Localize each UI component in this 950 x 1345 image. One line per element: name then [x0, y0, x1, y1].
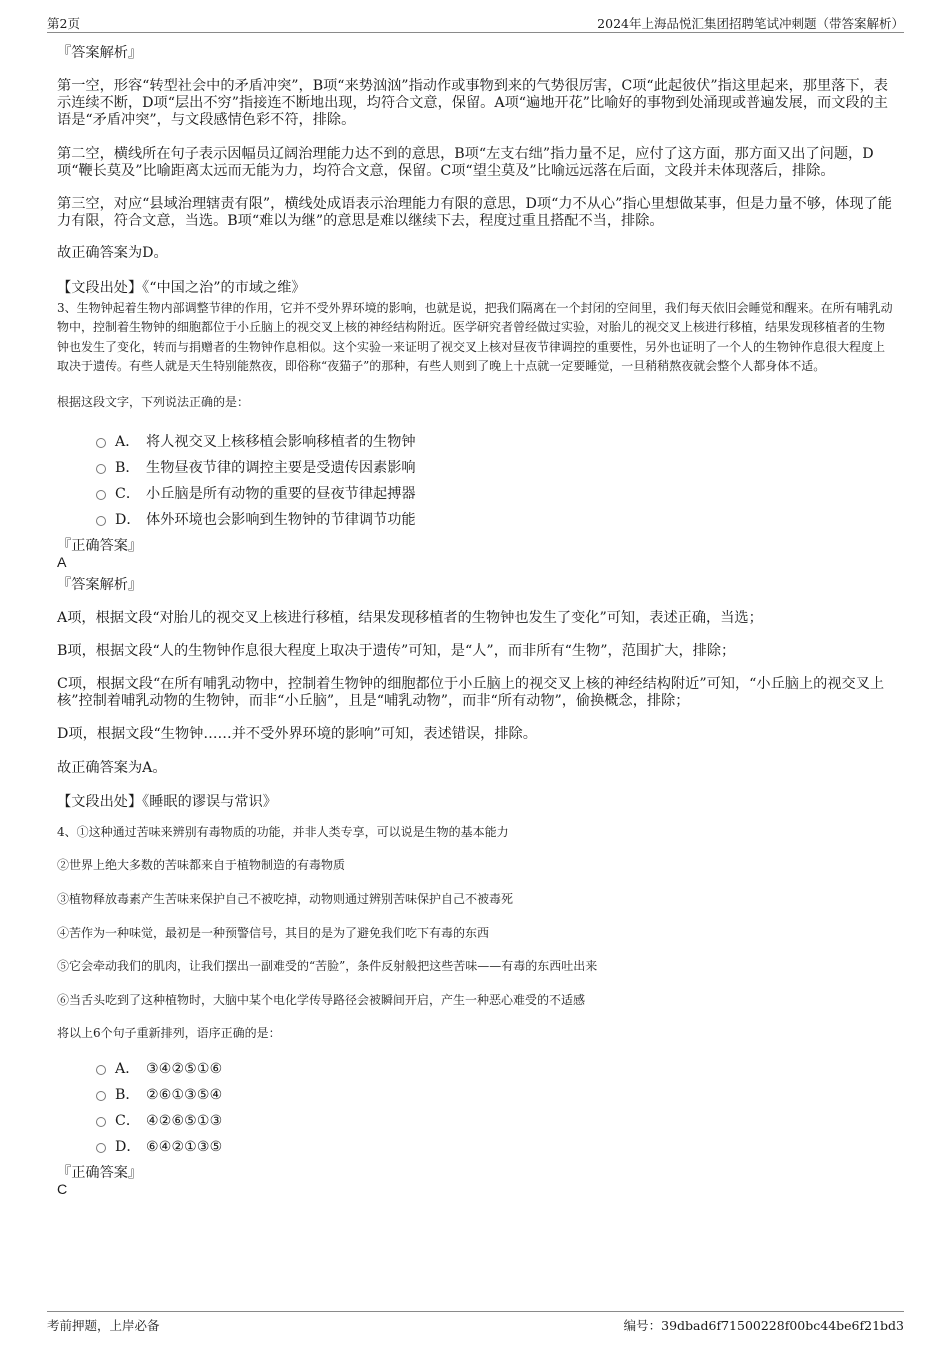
option-c[interactable]: C． 小丘脑是所有动物的重要的昼夜节律起搏器 [57, 481, 893, 507]
option-list [57, 1056, 893, 1160]
option-c[interactable]: C． ④②⑥⑤①③ [57, 1108, 893, 1134]
footer-slogan: 考前押题，上岸必备 [47, 1318, 160, 1333]
correct-answer-tag: 『正确答案』 [57, 1164, 143, 1181]
radio-button[interactable] [96, 1065, 106, 1075]
sentence-item: 4、①这种通过苦味来辨别有毒物质的功能，并非人类专享，可以说是生物的基本能力 [57, 824, 509, 839]
radio-button[interactable] [96, 464, 106, 474]
radio-button[interactable] [96, 1091, 106, 1101]
analysis-paragraph: D项，根据文段“生物钟……并不受外界环境的影响”可知，表述错误，排除。 [57, 726, 537, 743]
analysis-paragraph: 第二空，横线所在句子表示因幅员辽阔治理能力达不到的意思，B项“左支右绌”指力量不足，应付了这方面，那方面又出了问题，D项“鞭长莫及”比喻距离太远而无能为力，均符合文意，保留。C项“望尘莫及”比喻远远落在后面，文段并未体现落后，排除。 [57, 145, 874, 179]
analysis-paragraph: 第三空，对应“县域治理辖责有限”，横线处成语表示治理能力有限的意思，D项“力不从心”指心里想做某事，但是力量不够，体现了能力有限，符合文意，当选。B项“难以为继”的意思是难以继续下去，程度过重且搭配不当，排除。 [57, 196, 892, 230]
analysis-paragraph: B项，根据文段“人的生物钟作息很大程度上取决于遗传”可知，是“人”，而非所有“生物”，范围扩大，排除； [57, 642, 736, 659]
analysis-paragraph: A项，根据文段“对胎儿的视交叉上核进行移植，结果发现移植者的生物钟也发生了变化”可知，表述正确，当选； [57, 609, 763, 626]
analysis-paragraph: C项，根据文段“在所有哺乳动物中，控制着生物钟的细胞都位于小丘脑上的视交叉上核的神经结构附近”可知，“小丘脑上的视交叉上核”控制着哺乳动物的生物钟，而非“小丘脑”，且是“哺乳动物”，而非“所有动物”，偷换概念，排除； [57, 676, 885, 710]
document-code: 编号：39dbad6f71500228f00bc44be6f21bd3 [623, 1318, 904, 1333]
option-b[interactable]: B． 生物昼夜节律的调控主要是受遗传因素影响 [57, 455, 893, 481]
source-citation: 【文段出处】《“中国之治”的市域之维》 [57, 279, 306, 296]
correct-answer: C [57, 1181, 68, 1198]
option-a[interactable]: A． 将人视交叉上核移植会影响移植者的生物钟 [57, 429, 893, 455]
page-content [57, 44, 893, 1199]
question-prompt: 将以上6个句子重新排列，语序正确的是： [57, 1026, 281, 1041]
question-stem: 3、生物钟起着生物内部调整节律的作用，它并不受外界环境的影响，也就是说，把我们隔离在一个封闭的空间里，我们每天依旧会睡觉和醒来。在所有哺乳动物中，控制着生物钟的细胞都位于小丘脑上的视交叉上核的神经结构附近。医学研究者曾经做过实验，对胎儿的视交叉上核进行移植，结果发现移植者的生物钟也发生了变化，转而与捐赠者的生物钟作息相似。这个实验一来证明了视交叉上核对昼夜节律调控的重要性，另外也证明了一个人的生物钟作息很大程度上取决于遗传。有些人就是天生特别能熬夜，即俗称“夜猫子”的那种，有些人则到了晚上十点就一定要睡觉，一旦稍稍熬夜就会整个人都身体不适。 [57, 300, 893, 374]
page-number: 第2页 [47, 16, 80, 31]
conclusion: 故正确答案为A。 [57, 759, 167, 776]
sentence-item: ②世界上绝大多数的苦味都来自于植物制造的有毒物质 [57, 858, 346, 873]
radio-button[interactable] [96, 1117, 106, 1127]
sentence-item: ⑤它会牵动我们的肌肉，让我们摆出一副难受的“苦脸”，条件反射般把这些苦味——有毒的东西吐出来 [57, 959, 598, 974]
option-d[interactable]: D． 体外环境也会影响到生物钟的节律调节功能 [57, 507, 893, 533]
page-footer [47, 1311, 904, 1332]
source-citation: 【文段出处】《睡眠的谬误与常识》 [57, 793, 277, 810]
option-b[interactable]: B． ②⑥①③⑤④ [57, 1082, 893, 1108]
analysis-paragraph: 第一空，形容“转型社会中的矛盾冲突”，B项“来势汹汹”指动作或事物到来的气势很厉害，C项“此起彼伏”指这里起来，那里落下，表示连续不断，D项“层出不穷”指接连不断地出现，均符合文意，保留。A项“遍地开花”比喻好的事物到处涌现或普遍发展，而文段的主语是“矛盾冲突”，与文段感情色彩不符，排除。 [57, 78, 888, 129]
option-list [57, 429, 893, 533]
document-title: 2024年上海品悦汇集团招聘笔试冲刺题（带答案解析） [597, 16, 904, 31]
radio-button[interactable] [96, 438, 106, 448]
radio-button[interactable] [96, 490, 106, 500]
radio-button[interactable] [96, 516, 106, 526]
sentence-item: ④苦作为一种味觉，最初是一种预警信号，其目的是为了避免我们吃下有毒的东西 [57, 925, 490, 940]
question-prompt: 根据这段文字，下列说法正确的是： [57, 395, 250, 409]
answer-analysis-tag: 『答案解析』 [57, 45, 143, 61]
option-a[interactable]: A． ③④②⑤①⑥ [57, 1056, 893, 1082]
correct-answer-tag: 『正确答案』 [57, 537, 143, 554]
conclusion: 故正确答案为D。 [57, 245, 168, 262]
sentence-item: ⑥当舌头吃到了这种植物时，大脑中某个电化学传导路径会被瞬间开启，产生一种恶心难受的不适感 [57, 992, 586, 1007]
page-header [47, 12, 904, 33]
answer-analysis-tag: 『答案解析』 [57, 576, 143, 593]
sentence-item: ③植物释放毒素产生苦味来保护自己不被吃掉，动物则通过辨别苦味保护自己不被毒死 [57, 892, 514, 906]
option-d[interactable]: D． ⑥④②①③⑤ [57, 1134, 893, 1160]
radio-button[interactable] [96, 1143, 106, 1153]
correct-answer: A [57, 554, 67, 571]
